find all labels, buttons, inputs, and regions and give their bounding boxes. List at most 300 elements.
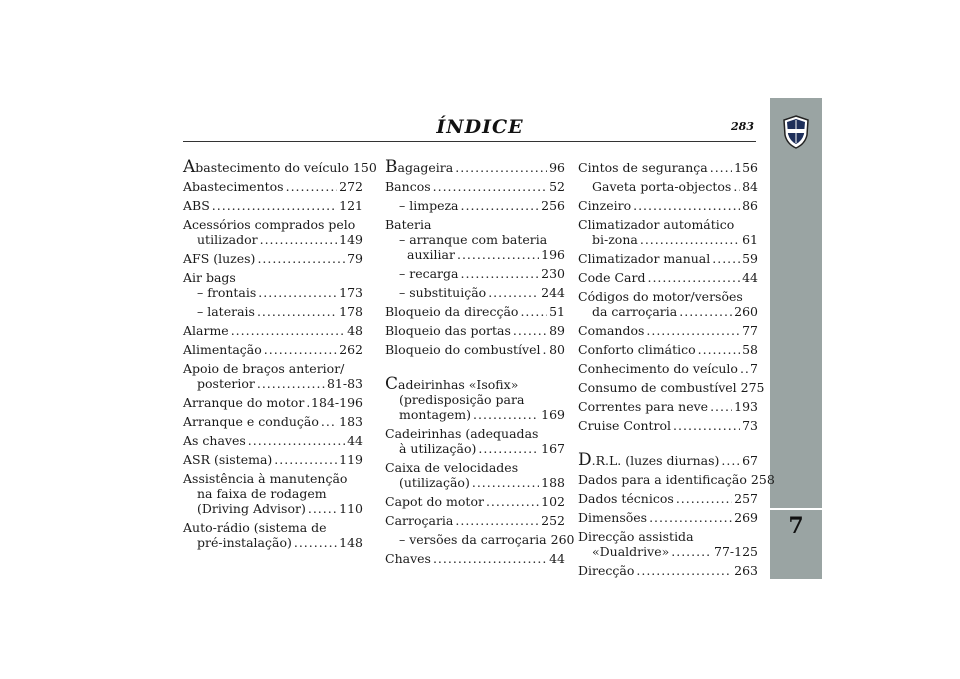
index-entry-page: 59 bbox=[742, 251, 758, 266]
index-entry-page: 169 bbox=[541, 407, 565, 422]
index-entry-label bbox=[385, 460, 518, 475]
index-entry-label bbox=[399, 441, 476, 456]
index-entry-label bbox=[197, 486, 327, 501]
index-entry bbox=[578, 342, 758, 357]
index-entry-text: Bancos bbox=[385, 179, 431, 194]
leader-dots bbox=[457, 247, 539, 262]
index-entry-label bbox=[385, 323, 511, 338]
index-entry bbox=[183, 323, 363, 338]
index-entry-label bbox=[197, 501, 306, 516]
index-entry-page: 58 bbox=[742, 342, 758, 357]
index-entry bbox=[578, 232, 758, 247]
index-entry-text: Bloqueio do combustível bbox=[385, 342, 541, 357]
index-entry-page: 244 bbox=[541, 285, 565, 300]
index-entry-page: 184-196 bbox=[311, 395, 363, 410]
index-entry-page: 260 bbox=[734, 304, 758, 319]
index-entry-label bbox=[592, 544, 669, 559]
index-column-2 bbox=[385, 157, 575, 570]
index-entry-text: Correntes para neve bbox=[578, 399, 709, 414]
index-entry-page: 167 bbox=[541, 441, 565, 456]
index-entry-text: Dados para a identificação bbox=[578, 472, 747, 487]
index-entry-label bbox=[578, 399, 708, 414]
index-entry-label bbox=[183, 179, 284, 194]
index-entry-label bbox=[197, 304, 255, 319]
index-entry-label bbox=[578, 289, 743, 304]
page-title: ÍNDICE bbox=[436, 116, 524, 138]
index-entry-label bbox=[399, 407, 471, 422]
index-entry-text: Auto-rádio (sistema de bbox=[183, 520, 327, 535]
leader-dots bbox=[710, 160, 732, 175]
index-entry-text: Arranque do motor bbox=[183, 395, 305, 410]
index-entry-page: 149 bbox=[339, 232, 363, 247]
index-entry-label bbox=[385, 157, 454, 177]
index-entry bbox=[183, 217, 363, 232]
index-entry-page: 7 bbox=[750, 361, 758, 376]
index-entry-label bbox=[183, 198, 210, 213]
index-entry-text: Dados técnicos bbox=[578, 491, 674, 506]
leader-dots bbox=[520, 304, 547, 319]
index-entry-text: Bloqueio da direcção bbox=[385, 304, 519, 319]
index-entry bbox=[578, 418, 758, 433]
index-entry bbox=[385, 342, 565, 357]
index-entry bbox=[578, 198, 758, 213]
index-entry-label bbox=[578, 450, 720, 470]
index-entry bbox=[183, 414, 363, 429]
index-entry-page: 260 bbox=[550, 532, 575, 547]
index-entry-text: Bateria bbox=[385, 217, 432, 232]
leader-dots bbox=[740, 361, 748, 376]
chapter-sidebar bbox=[770, 98, 822, 579]
index-entry-text: Code Card bbox=[578, 270, 646, 285]
leader-dots bbox=[712, 251, 740, 266]
leader-dots bbox=[710, 399, 732, 414]
index-entry-text: – limpeza bbox=[399, 198, 459, 213]
index-entry-text: Dimensões bbox=[578, 510, 648, 525]
index-entry bbox=[385, 285, 565, 300]
index-entry-text: – versões da carroçaria bbox=[399, 532, 547, 547]
index-column-3 bbox=[578, 160, 775, 582]
index-entry-label bbox=[197, 376, 255, 391]
index-entry bbox=[385, 217, 565, 232]
index-entry-text: Climatizador manual bbox=[578, 251, 711, 266]
index-entry-text: – arranque com bateria bbox=[399, 232, 548, 247]
index-entry bbox=[183, 179, 363, 194]
index-entry bbox=[183, 342, 363, 357]
index-entry-label bbox=[578, 472, 747, 487]
leader-dots bbox=[455, 513, 539, 528]
index-entry-page: 230 bbox=[541, 266, 565, 281]
index-entry-label bbox=[183, 270, 236, 285]
index-entry bbox=[578, 399, 758, 414]
index-entry-label bbox=[578, 160, 708, 175]
index-entry bbox=[385, 513, 565, 528]
leader-dots bbox=[257, 376, 325, 391]
index-entry-text: montagem) bbox=[399, 407, 472, 422]
section-initial: B bbox=[385, 157, 398, 177]
index-entry-text: (Driving Advisor) bbox=[197, 501, 306, 516]
index-entry-label bbox=[385, 342, 540, 357]
index-entry-label bbox=[183, 471, 347, 486]
index-entry-label bbox=[183, 414, 319, 429]
index-entry-page: 193 bbox=[734, 399, 758, 414]
leader-dots bbox=[258, 285, 337, 300]
lancia-shield-icon bbox=[782, 115, 810, 149]
index-entry bbox=[183, 471, 363, 486]
index-entry-text: AFS (luzes) bbox=[183, 251, 256, 266]
chapter-number: 7 bbox=[788, 513, 804, 539]
index-entry-label bbox=[578, 217, 734, 232]
index-entry bbox=[578, 563, 758, 578]
leader-dots bbox=[647, 270, 740, 285]
index-entry-label bbox=[385, 494, 484, 509]
leader-dots bbox=[472, 475, 539, 490]
leader-dots bbox=[248, 433, 345, 448]
index-entry bbox=[578, 450, 758, 470]
index-entry-text: Climatizador automático bbox=[578, 217, 735, 232]
leader-dots bbox=[460, 266, 539, 281]
leader-dots bbox=[721, 453, 740, 468]
index-entry bbox=[183, 361, 363, 376]
index-entry bbox=[578, 323, 758, 338]
index-entry-text: Alarme bbox=[183, 323, 229, 338]
index-entry-page: 119 bbox=[339, 452, 363, 467]
index-entry bbox=[183, 520, 363, 535]
index-entry-text: Acessórios comprados pelo bbox=[183, 217, 356, 232]
index-entry-text: pré-instalação) bbox=[197, 535, 292, 550]
index-entry-text: Assistência à manutenção bbox=[183, 471, 348, 486]
index-entry-page: 275 bbox=[740, 380, 765, 395]
index-entry bbox=[183, 157, 377, 177]
index-entry-label bbox=[592, 179, 731, 194]
index-entry-text: ABS bbox=[183, 198, 210, 213]
index-entry-label bbox=[399, 532, 547, 547]
leader-dots bbox=[671, 544, 712, 559]
index-entry bbox=[183, 501, 363, 516]
index-entry-label bbox=[183, 342, 262, 357]
index-entry-text: Comandos bbox=[578, 323, 645, 338]
index-entry-label bbox=[578, 361, 738, 376]
index-entry-text: – frontais bbox=[197, 285, 257, 300]
index-entry-label bbox=[578, 270, 645, 285]
leader-dots bbox=[676, 491, 732, 506]
index-entry bbox=[183, 232, 363, 247]
index-entry bbox=[183, 270, 363, 285]
index-entry bbox=[385, 475, 565, 490]
index-entry-label bbox=[183, 157, 349, 177]
index-entry-label bbox=[578, 491, 674, 506]
leader-dots bbox=[264, 342, 337, 357]
page-number: 283 bbox=[731, 120, 754, 133]
index-entry-text: Capot do motor bbox=[385, 494, 484, 509]
index-entry-label bbox=[399, 285, 486, 300]
leader-dots bbox=[308, 501, 337, 516]
index-entry-label bbox=[197, 285, 256, 300]
index-entry-text: na faixa de rodagem bbox=[197, 486, 327, 501]
index-entry-label bbox=[578, 251, 710, 266]
index-entry-page: 258 bbox=[750, 472, 775, 487]
index-entry-text: – recarga bbox=[399, 266, 459, 281]
index-entry bbox=[183, 433, 363, 448]
index-entry-text: bastecimento do veículo bbox=[195, 160, 349, 175]
index-entry-text: Cinzeiro bbox=[578, 198, 632, 213]
index-entry-text: – substituição bbox=[399, 285, 487, 300]
index-entry bbox=[385, 266, 565, 281]
index-entry bbox=[385, 157, 565, 177]
index-column-1 bbox=[183, 157, 377, 554]
index-entry-label bbox=[399, 392, 524, 407]
index-entry-page: 44 bbox=[347, 433, 363, 448]
index-entry bbox=[183, 376, 363, 391]
index-entry-page: 150 bbox=[352, 160, 377, 175]
index-entry bbox=[183, 486, 363, 501]
leader-dots bbox=[433, 179, 547, 194]
index-entry bbox=[578, 289, 758, 304]
index-entry bbox=[385, 198, 565, 213]
index-entry-page: 77 bbox=[742, 323, 758, 338]
index-entry-label bbox=[385, 217, 431, 232]
index-entry bbox=[578, 270, 758, 285]
index-entry-text: Bloqueio das portas bbox=[385, 323, 511, 338]
index-entry-text: .R.L. (luzes diurnas) bbox=[591, 453, 720, 468]
index-entry-page: 188 bbox=[541, 475, 565, 490]
index-entry-text: Apoio de braços anterior/ bbox=[183, 361, 345, 376]
index-entry-label bbox=[578, 342, 696, 357]
index-entry-text: auxiliar bbox=[407, 247, 455, 262]
index-entry bbox=[578, 510, 758, 525]
index-entry-page: 86 bbox=[742, 198, 758, 213]
index-entry-page: 96 bbox=[549, 160, 565, 175]
index-entry-page: 80 bbox=[549, 342, 565, 357]
index-entry-page: 52 bbox=[549, 179, 565, 194]
header-rule bbox=[183, 141, 756, 142]
index-entry-page: 84 bbox=[742, 179, 758, 194]
index-entry bbox=[183, 304, 363, 319]
index-entry bbox=[385, 426, 565, 441]
index-entry-text: ASR (sistema) bbox=[183, 452, 273, 467]
leader-dots bbox=[473, 407, 539, 422]
index-entry-page: 51 bbox=[549, 304, 565, 319]
leader-dots bbox=[212, 198, 337, 213]
index-entry bbox=[183, 251, 363, 266]
index-entry-text: Direcção assistida bbox=[578, 529, 694, 544]
index-entry-page: 263 bbox=[734, 563, 758, 578]
index-entry bbox=[385, 551, 565, 566]
index-entry-label bbox=[578, 510, 647, 525]
index-entry bbox=[385, 407, 565, 422]
index-entry-page: 77-125 bbox=[714, 544, 758, 559]
index-entry bbox=[578, 472, 775, 487]
index-entry-page: 256 bbox=[541, 198, 565, 213]
index-entry bbox=[578, 380, 765, 395]
index-entry-page: 173 bbox=[339, 285, 363, 300]
index-entry-label bbox=[578, 563, 634, 578]
index-entry bbox=[183, 198, 363, 213]
index-entry-label bbox=[183, 395, 304, 410]
index-entry-label bbox=[385, 374, 519, 394]
index-entry-page: 67 bbox=[742, 453, 758, 468]
index-entry bbox=[578, 361, 758, 376]
index-entry-label bbox=[183, 433, 246, 448]
index-entry bbox=[385, 532, 575, 547]
index-entry-page: 272 bbox=[339, 179, 363, 194]
index-entry-page: 61 bbox=[742, 232, 758, 247]
index-entry-label bbox=[385, 179, 431, 194]
index-entry bbox=[385, 374, 565, 394]
index-entry bbox=[385, 460, 565, 475]
leader-dots bbox=[640, 232, 740, 247]
index-entry-page: 262 bbox=[339, 342, 363, 357]
leader-dots bbox=[633, 198, 740, 213]
index-entry-page: 257 bbox=[734, 491, 758, 506]
index-entry bbox=[578, 304, 758, 319]
index-entry-page: 44 bbox=[742, 270, 758, 285]
index-entry-label bbox=[399, 232, 547, 247]
leader-dots bbox=[286, 179, 338, 194]
index-entry-label bbox=[592, 304, 677, 319]
index-entry-text: – laterais bbox=[197, 304, 255, 319]
leader-dots bbox=[433, 551, 547, 566]
index-entry bbox=[385, 494, 565, 509]
index-entry-text: Caixa de velocidades bbox=[385, 460, 519, 475]
index-entry-label bbox=[197, 232, 258, 247]
index-entry bbox=[578, 491, 758, 506]
index-entry-page: 196 bbox=[541, 247, 565, 262]
index-entry-label bbox=[183, 361, 344, 376]
leader-dots bbox=[646, 323, 740, 338]
index-entry bbox=[578, 179, 758, 194]
index-entry-text: à utilização) bbox=[399, 441, 477, 456]
index-entry-label bbox=[399, 198, 459, 213]
index-entry-text: Air bags bbox=[183, 270, 236, 285]
index-entry-text: Arranque e condução bbox=[183, 414, 319, 429]
index-entry-text: Cintos de segurança bbox=[578, 160, 708, 175]
index-entry bbox=[385, 179, 565, 194]
index-entry-text: Cruise Control bbox=[578, 418, 672, 433]
leader-dots bbox=[698, 342, 740, 357]
index-entry-text: Carroçaria bbox=[385, 513, 454, 528]
chapter-tab-divider bbox=[770, 508, 822, 510]
index-entry-text: Cadeirinhas (adequadas bbox=[385, 426, 539, 441]
leader-dots bbox=[649, 510, 732, 525]
section-gap bbox=[385, 361, 565, 377]
index-entry-label bbox=[183, 323, 229, 338]
index-entry bbox=[578, 217, 758, 232]
leader-dots bbox=[294, 535, 337, 550]
index-entry-page: 110 bbox=[339, 501, 363, 516]
index-entry-text: Chaves bbox=[385, 551, 431, 566]
section-initial: D bbox=[578, 450, 592, 470]
index-entry-page: 148 bbox=[339, 535, 363, 550]
leader-dots bbox=[306, 395, 309, 410]
index-entry-label bbox=[385, 304, 518, 319]
index-entry-label bbox=[399, 266, 458, 281]
index-entry-text: As chaves bbox=[183, 433, 246, 448]
leader-dots bbox=[274, 452, 337, 467]
leader-dots bbox=[455, 160, 547, 175]
index-entry-label bbox=[183, 251, 255, 266]
index-entry-page: 269 bbox=[734, 510, 758, 525]
index-entry-label bbox=[385, 426, 538, 441]
index-entry-label bbox=[197, 535, 292, 550]
index-entry-text: (predisposição para bbox=[399, 392, 525, 407]
index-entry-text: Gaveta porta-objectos bbox=[592, 179, 732, 194]
leader-dots bbox=[679, 304, 732, 319]
index-entry bbox=[183, 452, 363, 467]
index-entry-page: 102 bbox=[541, 494, 565, 509]
index-entry-label bbox=[385, 513, 453, 528]
index-entry-text: «Dualdrive» bbox=[592, 544, 670, 559]
index-entry-page: 73 bbox=[742, 418, 758, 433]
leader-dots bbox=[321, 414, 337, 429]
index-entry-label bbox=[183, 520, 327, 535]
index-entry-page: 48 bbox=[347, 323, 363, 338]
index-entry-label bbox=[578, 198, 631, 213]
section-initial: A bbox=[183, 157, 196, 177]
leader-dots bbox=[257, 304, 337, 319]
index-entry bbox=[183, 535, 363, 550]
index-entry-label bbox=[578, 323, 644, 338]
leader-dots bbox=[260, 232, 338, 247]
leader-dots bbox=[231, 323, 345, 338]
index-entry-label bbox=[183, 217, 355, 232]
leader-dots bbox=[673, 418, 740, 433]
index-entry bbox=[385, 247, 565, 262]
index-entry-label bbox=[399, 475, 470, 490]
index-entry-text: agageira bbox=[397, 160, 454, 175]
index-entry-text: (utilização) bbox=[399, 475, 470, 490]
index-entry-text: Conhecimento do veículo bbox=[578, 361, 738, 376]
index-entry-text: adeirinhas «Isofix» bbox=[398, 377, 519, 392]
index-entry bbox=[578, 529, 758, 544]
leader-dots bbox=[488, 285, 539, 300]
index-entry-page: 121 bbox=[339, 198, 363, 213]
index-entry-text: Direcção bbox=[578, 563, 635, 578]
index-entry-text: Alimentação bbox=[183, 342, 262, 357]
index-entry-page: 44 bbox=[549, 551, 565, 566]
index-entry-page: 252 bbox=[541, 513, 565, 528]
index-entry-text: Abastecimentos bbox=[183, 179, 284, 194]
index-entry-page: 156 bbox=[734, 160, 758, 175]
section-initial: C bbox=[385, 374, 399, 394]
index-entry-text: Conforto climático bbox=[578, 342, 696, 357]
index-entry-page: 89 bbox=[549, 323, 565, 338]
index-entry-label bbox=[592, 232, 638, 247]
index-entry bbox=[385, 304, 565, 319]
leader-dots bbox=[486, 494, 539, 509]
index-entry bbox=[385, 441, 565, 456]
leader-dots bbox=[478, 441, 539, 456]
index-entry-text: Códigos do motor/versões bbox=[578, 289, 743, 304]
index-entry-page: 178 bbox=[339, 304, 363, 319]
index-entry-page: 79 bbox=[347, 251, 363, 266]
index-entry-text: posterior bbox=[197, 376, 255, 391]
index-entry-label bbox=[578, 380, 737, 395]
index-entry-text: utilizador bbox=[197, 232, 258, 247]
index-entry bbox=[385, 232, 565, 247]
index-entry-label bbox=[407, 247, 455, 262]
leader-dots bbox=[542, 342, 547, 357]
index-entry bbox=[385, 392, 565, 407]
index-entry bbox=[385, 323, 565, 338]
index-entry-page: 81-83 bbox=[326, 376, 363, 391]
index-entry-label bbox=[183, 452, 272, 467]
index-entry-page: 183 bbox=[339, 414, 363, 429]
leader-dots bbox=[257, 251, 345, 266]
index-entry bbox=[578, 160, 758, 175]
section-gap bbox=[578, 437, 758, 453]
leader-dots bbox=[513, 323, 547, 338]
leader-dots bbox=[636, 563, 732, 578]
